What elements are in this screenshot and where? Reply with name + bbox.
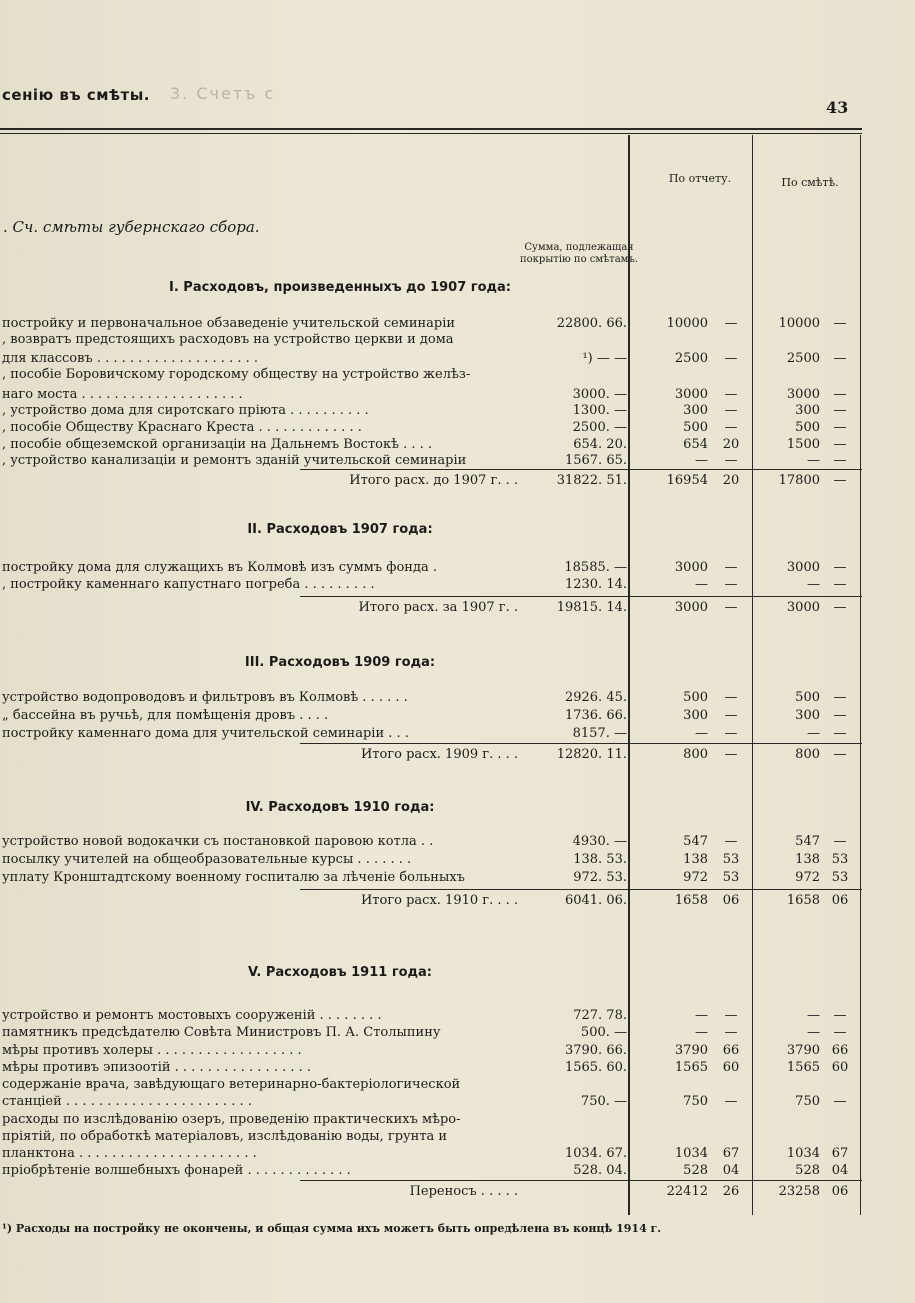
ledger-row [0,707,915,724]
row-description: пріятій, по обработкѣ матеріаловъ, изслѣдованію воды, грунта и [2,1129,448,1144]
row-sum: 3790. 66. [564,1043,627,1058]
row-estimate-rub: 547 [795,834,820,849]
total-actual-rub: 800 [683,747,708,762]
row-estimate-kop: — [833,834,847,849]
row-actual-rub: 750 [683,1094,708,1109]
row-description: постройку и первоначальное обзаведеніе учительской семинаріи [2,316,456,331]
row-estimate-kop: — [833,577,847,592]
ledger-row [0,331,915,348]
row-actual-rub: 1565 [674,1060,708,1075]
row-actual-kop: — [724,726,738,741]
row-description: , устройство канализаціи и ремонтъ зданій учительской семинаріи [2,453,467,468]
row-description: уплату Кронштадтскому военному госпиталю за лѣченіе больныхъ [2,870,465,885]
total-actual-rub: 22412 [666,1184,708,1199]
row-estimate-kop: — [833,453,847,468]
row-estimate-kop: — [833,351,847,366]
row-actual-rub: — [695,726,708,741]
total-sum: 19815. 14. [556,600,627,615]
row-actual-rub: 3790 [674,1043,708,1058]
ledger-row [0,1128,915,1145]
row-actual-rub: 500 [683,420,708,435]
total-rule [300,1180,862,1181]
page-header: сенію въ смѣты. [2,86,151,104]
row-actual-kop: — [724,351,738,366]
ledger-row [0,419,915,436]
ledger-row [0,833,915,850]
row-estimate-kop: — [833,708,847,723]
row-actual-kop: 60 [722,1060,740,1075]
header-rule [0,128,862,130]
total-rule [300,743,862,744]
row-actual-kop: — [724,387,738,402]
row-estimate-kop: 66 [831,1043,849,1058]
row-sum: ¹) — — [582,351,627,366]
row-sum: 500. — [580,1025,627,1040]
row-estimate-rub: 300 [795,403,820,418]
row-estimate-kop: — [833,1025,847,1040]
footnote: ¹) Расходы на постройку не окончены, и общая сумма ихъ можетъ быть опредѣлена въ концѣ 1914 г. [2,1222,662,1235]
total-estimate-kop: — [833,473,847,488]
row-description: , возвратъ предстоящихъ расходовъ на устройство церкви и дома [2,332,454,347]
ledger-row [0,869,915,886]
row-sum: 138. 53. [573,852,627,867]
row-estimate-rub: 3000 [786,560,820,575]
row-actual-kop: — [724,420,738,435]
row-description: памятникъ предсѣдателю Совѣта Министровъ П. А. Столыпину [2,1025,441,1040]
row-actual-kop: — [724,1025,738,1040]
header-rule-thin [0,133,862,134]
total-label: Переносъ . . . . . [409,1184,518,1199]
ledger-row [0,366,915,383]
ghost-text: 3. Счетъ с [170,84,276,103]
row-estimate-rub: 10000 [778,316,820,331]
total-estimate-rub: 23258 [778,1184,820,1199]
total-estimate-kop: 06 [831,893,849,908]
total-estimate-kop: 06 [831,1184,849,1199]
total-actual-kop: — [724,747,738,762]
total-actual-kop: 20 [722,473,740,488]
total-row [0,746,915,763]
row-actual-rub: 3000 [674,387,708,402]
row-actual-rub: 300 [683,708,708,723]
row-estimate-kop: — [833,403,847,418]
total-estimate-rub: 17800 [778,473,820,488]
row-estimate-rub: 3000 [786,387,820,402]
row-sum: 972. 53. [573,870,627,885]
row-description: постройку каменнаго дома для учительской семинаріи . . . [2,726,409,741]
row-description: , постройку каменнаго капустнаго погреба . . . . . . . . . [2,577,375,592]
row-estimate-rub: 972 [795,870,820,885]
row-sum: 22800. 66. [556,316,627,331]
row-description: устройство новой водокачки съ постановкой паровою котла . . [2,834,434,849]
total-sum: 12820. 11. [556,747,627,762]
row-actual-rub: 138 [683,852,708,867]
ledger-row [0,1076,915,1093]
row-sum: 1230. 14. [564,577,627,592]
row-description: , пособіе Обществу Краснаго Креста . . . . . . . . . . . . . [2,420,362,435]
total-actual-kop: 26 [722,1184,740,1199]
ledger-row [0,350,915,367]
total-row [0,892,915,909]
subtitle: . Сч. смѣты губернскаго сбора. [3,218,260,236]
ledger-row [0,452,915,469]
row-actual-kop: 67 [722,1146,740,1161]
total-row [0,1183,915,1200]
row-description: устройство и ремонтъ мостовыхъ сооруженій . . . . . . . . [2,1008,382,1023]
row-description: станціей . . . . . . . . . . . . . . . . . . . . . . . [2,1094,252,1109]
row-estimate-rub: — [807,1025,820,1040]
row-description: , пособіе Боровичскому городскому обществу на устройство желѣз- [2,367,471,382]
row-description: постройку дома для служащихъ въ Колмовѣ изъ суммъ фонда . [2,560,437,575]
row-estimate-rub: — [807,1008,820,1023]
row-estimate-rub: — [807,577,820,592]
section-title: V. Расходовъ 1911 года: [247,965,433,980]
row-actual-rub: 547 [683,834,708,849]
row-estimate-kop: 53 [831,852,849,867]
section-title: IV. Расходовъ 1910 года: [245,800,435,815]
ledger-row [0,1059,915,1076]
page-number: 43 [826,98,849,117]
row-description: пріобрѣтеніе волшебныхъ фонарей . . . . . . . . . . . . . [2,1163,351,1178]
ledger-row [0,1024,915,1041]
row-actual-kop: — [724,560,738,575]
row-estimate-rub: — [807,726,820,741]
row-actual-rub: 10000 [666,316,708,331]
row-estimate-rub: 750 [795,1094,820,1109]
ledger-row [0,436,915,453]
ledger-row [0,1162,915,1179]
row-estimate-rub: 3790 [786,1043,820,1058]
row-estimate-kop: — [833,560,847,575]
row-actual-kop: — [724,453,738,468]
total-estimate-rub: 800 [795,747,820,762]
total-rule [300,596,862,597]
total-rule [300,469,862,470]
row-actual-rub: — [695,1025,708,1040]
section-title: III. Расходовъ 1909 года: [244,655,436,670]
row-actual-rub: 972 [683,870,708,885]
col-estimate-header: По смѣтѣ. [781,176,839,189]
row-estimate-kop: — [833,316,847,331]
row-estimate-kop: — [833,690,847,705]
ledger-row [0,1145,915,1162]
row-estimate-kop: — [833,387,847,402]
total-label: Итого расх. за 1907 г. . [358,600,518,615]
row-estimate-kop: 04 [831,1163,849,1178]
row-actual-rub: 1034 [674,1146,708,1161]
ledger-row [0,1093,915,1110]
row-sum: 4930. — [572,834,627,849]
total-estimate-rub: 1658 [786,893,820,908]
row-estimate-rub: 2500 [786,351,820,366]
row-actual-kop: — [724,577,738,592]
total-rule [300,889,862,890]
row-description: посылку учителей на общеобразовательные курсы . . . . . . . [2,852,412,867]
row-actual-kop: — [724,834,738,849]
row-description: расходы по изслѣдованію озеръ, проведенію практическихъ мѣро- [2,1112,461,1127]
row-actual-kop: 53 [722,852,740,867]
row-actual-rub: 3000 [674,560,708,575]
row-actual-rub: 528 [683,1163,708,1178]
ledger-row [0,402,915,419]
col-actual-header: По отчету. [668,172,732,185]
total-actual-rub: 3000 [674,600,708,615]
row-actual-kop: 04 [722,1163,740,1178]
ledger-row [0,1111,915,1128]
row-estimate-kop: 60 [831,1060,849,1075]
row-sum: 1565. 60. [564,1060,627,1075]
row-estimate-rub: 1500 [786,437,820,452]
row-estimate-rub: 1034 [786,1146,820,1161]
ledger-row [0,1007,915,1024]
row-estimate-kop: 67 [831,1146,849,1161]
row-sum: 3000. — [572,387,627,402]
total-label: Итого расх. 1909 г. . . . [360,747,518,762]
row-estimate-rub: 500 [795,690,820,705]
row-description: „ бассейна въ ручьѣ, для помѣщенія дровъ . . . . [2,708,329,723]
row-actual-kop: — [724,1094,738,1109]
row-sum: 1300. — [572,403,627,418]
row-sum: 1567. 65. [564,453,627,468]
ledger-row [0,851,915,868]
total-label: Итого расх. 1910 г. . . . [360,893,518,908]
row-estimate-kop: — [833,1008,847,1023]
row-sum: 2500. — [572,420,627,435]
total-estimate-kop: — [833,747,847,762]
row-actual-rub: 2500 [674,351,708,366]
row-actual-kop: — [724,316,738,331]
row-estimate-rub: 1565 [786,1060,820,1075]
ledger-row [0,725,915,742]
ledger-row [0,559,915,576]
total-estimate-kop: — [833,600,847,615]
row-estimate-kop: 53 [831,870,849,885]
total-actual-kop: — [724,600,738,615]
ledger-row [0,689,915,706]
row-description: наго моста . . . . . . . . . . . . . . . . . . . . [2,387,243,402]
row-actual-kop: 20 [722,437,740,452]
total-sum: 6041. 06. [564,893,627,908]
total-actual-rub: 16954 [666,473,708,488]
row-sum: 8157. — [572,726,627,741]
row-actual-rub: 654 [683,437,708,452]
row-estimate-rub: — [807,453,820,468]
row-description: для классовъ . . . . . . . . . . . . . . . . . . . . [2,351,259,366]
row-description: планктона . . . . . . . . . . . . . . . . . . . . . . [2,1146,257,1161]
row-estimate-rub: 138 [795,852,820,867]
row-sum: 18585. — [564,560,627,575]
row-description: мѣры противъ эпизоотій . . . . . . . . . . . . . . . . . [2,1060,312,1075]
row-actual-rub: — [695,1008,708,1023]
row-description: содержаніе врача, завѣдующаго ветеринарно-бактеріологической [2,1077,461,1092]
row-estimate-rub: 528 [795,1163,820,1178]
row-estimate-rub: 500 [795,420,820,435]
total-row [0,599,915,616]
row-sum: 2926. 45. [564,690,627,705]
row-sum: 1736. 66. [564,708,627,723]
row-description: мѣры противъ холеры . . . . . . . . . . . . . . . . . . [2,1043,302,1058]
row-actual-kop: — [724,1008,738,1023]
row-actual-kop: 66 [722,1043,740,1058]
row-actual-rub: — [695,577,708,592]
total-row [0,472,915,489]
row-sum: 750. — [580,1094,627,1109]
row-actual-kop: — [724,690,738,705]
total-sum: 31822. 51. [556,473,627,488]
total-label: Итого расх. до 1907 г. . . [349,473,518,488]
sum-column-header: Сумма, подлежащая покрытію по смѣтамъ. [520,242,638,265]
section-title: II. Расходовъ 1907 года: [247,522,433,537]
row-estimate-kop: — [833,437,847,452]
section-title: I. Расходовъ, произведенныхъ до 1907 года: [168,280,511,295]
row-estimate-rub: 300 [795,708,820,723]
ledger-row [0,315,915,332]
ledger-row [0,1042,915,1059]
row-sum: 654. 20. [573,437,627,452]
row-estimate-kop: — [833,420,847,435]
ledger-row [0,386,915,403]
ledger-row [0,576,915,593]
total-actual-rub: 1658 [674,893,708,908]
row-estimate-kop: — [833,1094,847,1109]
row-actual-rub: 300 [683,403,708,418]
row-description: , пособіе общеземской организаціи на Дальнемъ Востокѣ . . . . [2,437,433,452]
row-sum: 528. 04. [573,1163,627,1178]
total-actual-kop: 06 [722,893,740,908]
row-estimate-kop: — [833,726,847,741]
row-sum: 1034. 67. [564,1146,627,1161]
row-actual-kop: 53 [722,870,740,885]
total-estimate-rub: 3000 [786,600,820,615]
row-description: устройство водопроводовъ и фильтровъ въ Колмовѣ . . . . . . [2,690,408,705]
row-actual-kop: — [724,708,738,723]
row-actual-kop: — [724,403,738,418]
row-sum: 727. 78. [573,1008,627,1023]
row-description: , устройство дома для сиротскаго пріюта . . . . . . . . . . [2,403,369,418]
row-actual-rub: 500 [683,690,708,705]
row-actual-rub: — [695,453,708,468]
